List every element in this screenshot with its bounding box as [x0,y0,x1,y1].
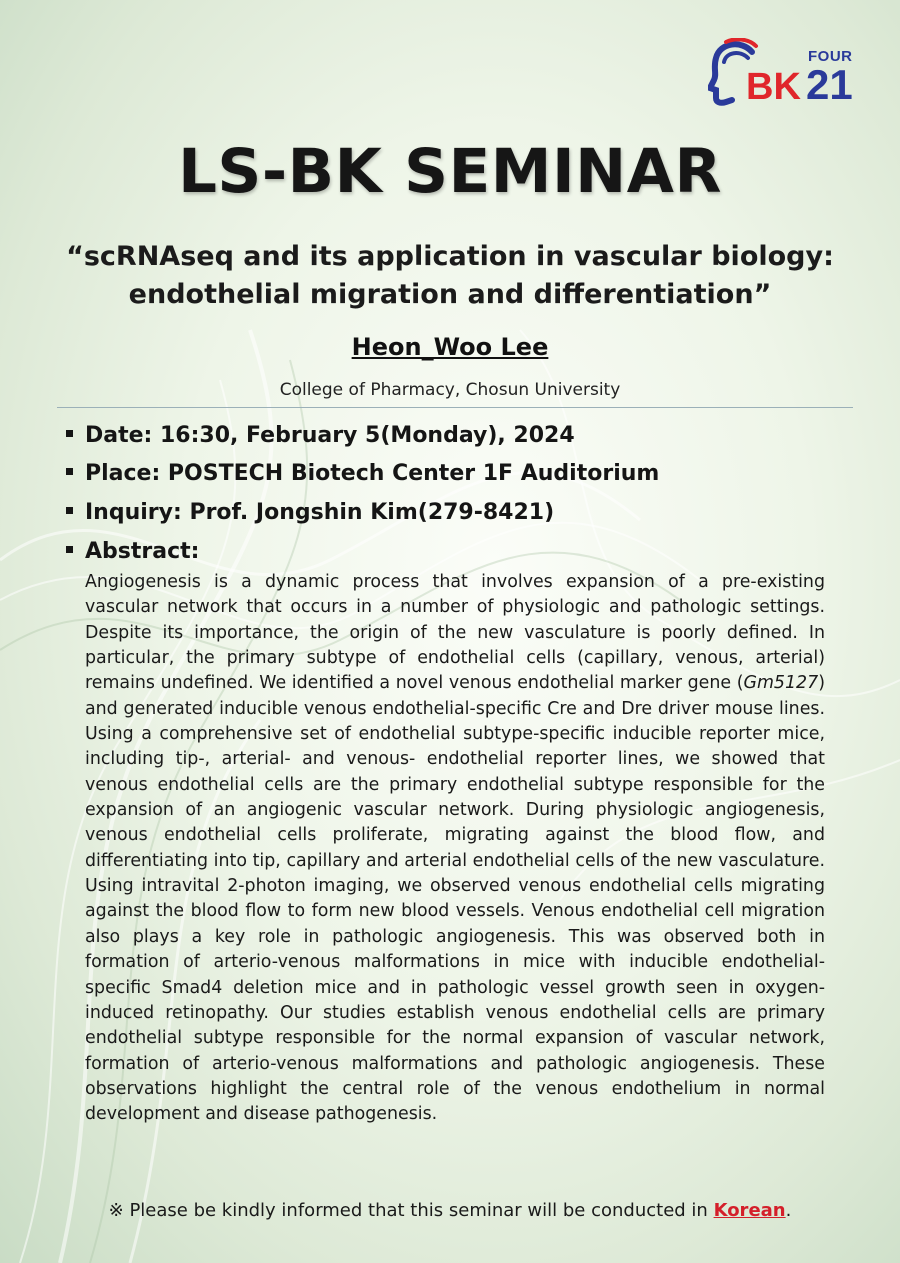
talk-title [60,238,840,314]
speaker-affiliation: College of Pharmacy, Chosun University [279,380,621,400]
bullet-icon [66,546,73,553]
seminar-title: LS-BK SEMINAR [178,136,722,207]
abstract-text-part-1: Angiogenesis is a dynamic process that involves expansion of a pre-existing vascular network that occurs in a number of physiologic and pathologic settings. Despite its importance, the origin of the new vasculature is poorly defined. In particular, the primary subtype of endothelial cells (capillary, venous, arterial) remains undefined. We identified a novel venous endothelial marker gene ( [85,572,825,694]
talk-title-line-1: “scRNAseq and its application in vascular biology: [66,241,834,272]
abstract-heading: Abstract: [85,539,200,564]
bk21-four-logo [708,38,856,110]
logo-bk-text: BK [746,66,801,108]
bullet-icon [66,468,73,475]
bullet-icon [66,507,73,514]
date-item [66,423,575,448]
logo-four-text: FOUR [808,48,853,65]
inquiry-text: Inquiry: Prof. Jongshin Kim(279-8421) [85,500,555,525]
gene-name: Gm5127 [743,673,819,694]
inquiry-item [66,500,554,525]
logo-21-text: 21 [806,61,853,108]
speaker-name: Heon_Woo Lee [351,333,549,361]
language-notice [0,1200,900,1221]
divider [57,407,853,408]
abstract-text-part-2: ) and generated inducible venous endothelial-specific Cre and Dre driver mouse lines. Using a comprehensive set of endothelial subtype-specific inducible reporter mice, including tip-, arterial- and venous- endothelial reporter lines, we showed that venous endothelial cells are the primary endothelial subtype responsible for the expansion of an angiogenic vascular network. During physiologic angiogenesis, venous endothelial cells proliferate, migrating against the blood flow, and differentiating into tip, capillary and arterial endothelial cells of the new vasculature. Using intravital 2-photon imaging, we observed venous endothelial cells migrating against the blood flow to form new blood vessels. Venous endothelial cell migration also plays a key role in pathologic angiogenesis. This was observed both in formation of arterio-venous malformations in mice with inducible endothelial-specific Smad4 deletion mice and in pathologic vessel growth seen in oxygen-induced retinopathy. Our studies establish venous endothelial cells are primary endothelial subtype responsible for the normal expansion of vascular network, formation of arterio-venous malformations and pathologic angiogenesis. These observations highlight the central role of the venous endothelium in normal development and disease pathogenesis. [85,673,825,1125]
talk-title-line-2: endothelial migration and differentiation” [128,279,772,310]
notice-language: Korean [713,1200,786,1221]
notice-suffix: . [785,1200,792,1221]
bullet-icon [66,430,73,437]
abstract-heading-item [66,539,199,564]
notice-prefix: ※ Please be kindly informed that this seminar will be conducted in [108,1200,714,1221]
place-item [66,461,659,486]
date-text: Date: 16:30, February 5(Monday), 2024 [85,423,575,448]
place-text: Place: POSTECH Biotech Center 1F Auditorium [85,461,660,486]
abstract-body [85,570,825,1128]
